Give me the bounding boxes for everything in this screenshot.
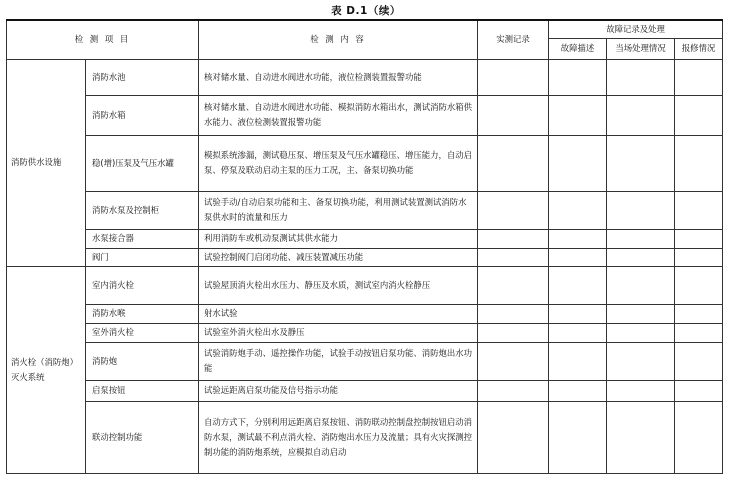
item-label: 消防水箱 [86,95,199,135]
item-label: 启泵按钮 [86,380,199,401]
content-text: 试验手动/自动启泵功能和主、备泵切换功能，利用测试装置测试消防水泵供水时的流量和压力 [199,191,478,229]
header-fault: 故障记录及处理 [549,20,723,38]
table-row [7,248,723,266]
content-text: 射水试验 [199,304,478,323]
fault-desc-cell [549,135,607,191]
record-cell [478,95,549,135]
table-row [7,59,723,95]
record-cell [478,135,549,191]
item-label: 室外消火栓 [86,323,199,342]
item-label: 消防炮 [86,342,199,380]
report-cell [675,59,723,95]
item-label: 水泵接合器 [86,229,199,248]
record-cell [478,191,549,229]
onsite-cell [607,59,675,95]
fault-desc-cell [549,59,607,95]
fault-desc-cell [549,95,607,135]
report-cell [675,135,723,191]
item-label: 稳(增)压泵及气压水罐 [86,135,199,191]
item-label: 室内消火栓 [86,266,199,304]
content-text: 试验消防炮手动、遥控操作功能，试验手动按钮启泵功能、消防炮出水功能 [199,342,478,380]
system-label: 消火栓（消防炮）灭火系统 [7,266,86,473]
onsite-cell [607,323,675,342]
onsite-cell [607,95,675,135]
record-cell [478,59,549,95]
onsite-cell [607,380,675,401]
content-text: 试验远距离启泵功能及信号指示功能 [199,380,478,401]
table-caption: 表 D.1（续） [331,5,401,17]
onsite-cell [607,266,675,304]
header-content: 检 测 内 容 [199,20,478,59]
onsite-cell [607,304,675,323]
record-cell [478,342,549,380]
record-cell [478,323,549,342]
onsite-cell [607,135,675,191]
record-cell [478,401,549,473]
fault-desc-cell [549,248,607,266]
record-cell [478,248,549,266]
record-cell [478,380,549,401]
record-cell [478,266,549,304]
fault-desc-cell [549,304,607,323]
content-text: 利用消防车或机动泵测试其供水能力 [199,229,478,248]
content-text: 试验室外消火栓出水及静压 [199,323,478,342]
table-row [7,323,723,342]
fault-desc-cell [549,323,607,342]
item-label: 消防水喉 [86,304,199,323]
table-row [7,266,723,304]
record-cell [478,304,549,323]
report-cell [675,342,723,380]
report-cell [675,229,723,248]
onsite-cell [607,229,675,248]
table-row [7,401,723,473]
table-row [7,229,723,248]
header-report: 报修情况 [675,38,723,59]
report-cell [675,191,723,229]
report-cell [675,401,723,473]
content-text: 模拟系统渗漏，测试稳压泵、增压泵及气压水罐稳压、增压能力，自动启泵、停泵及联动启动主泵的压力工况，主、备泵切换功能 [199,135,478,191]
fault-desc-cell [549,191,607,229]
content-text: 核对储水量、自动进水阀进水功能、模拟消防水箱出水，测试消防水箱供水能力、液位检测装置报警功能 [199,95,478,135]
report-cell [675,380,723,401]
table-row [7,95,723,135]
item-label: 联动控制功能 [86,401,199,473]
record-cell [478,229,549,248]
fault-desc-cell [549,401,607,473]
table-row [7,135,723,191]
table-row [7,342,723,380]
table-row [7,380,723,401]
table-row [7,191,723,229]
report-cell [675,248,723,266]
table-row [7,304,723,323]
item-label: 消防水泵及控制柜 [86,191,199,229]
report-cell [675,323,723,342]
report-cell [675,95,723,135]
content-text: 核对储水量、自动进水阀进水功能，液位检测装置报警功能 [199,59,478,95]
item-label: 消防水池 [86,59,199,95]
fault-desc-cell [549,266,607,304]
fault-desc-cell [549,229,607,248]
content-text: 自动方式下，分别利用远距离启泵按钮、消防联动控制盘控制按钮启动消防水泵，测试最不利点消火栓、消防炮出水压力及流量；具有火灾探测控制功能的消防炮系统，应模拟自动启动 [199,401,478,473]
fault-desc-cell [549,342,607,380]
onsite-cell [607,342,675,380]
inspection-table [6,19,723,474]
onsite-cell [607,248,675,266]
system-label: 消防供水设施 [7,59,86,266]
onsite-cell [607,191,675,229]
fault-desc-cell [549,380,607,401]
content-text: 试验控制阀门启闭功能、减压装置减压功能 [199,248,478,266]
item-label: 阀门 [86,248,199,266]
report-cell [675,266,723,304]
onsite-cell [607,401,675,473]
content-text: 试验屋顶消火栓出水压力、静压及水质，测试室内消火栓静压 [199,266,478,304]
header-onsite: 当场处理情况 [607,38,675,59]
header-fault-desc: 故障描述 [549,38,607,59]
header-item: 检 测 项 目 [7,20,199,59]
header-record: 实测记录 [478,20,549,59]
report-cell [675,304,723,323]
